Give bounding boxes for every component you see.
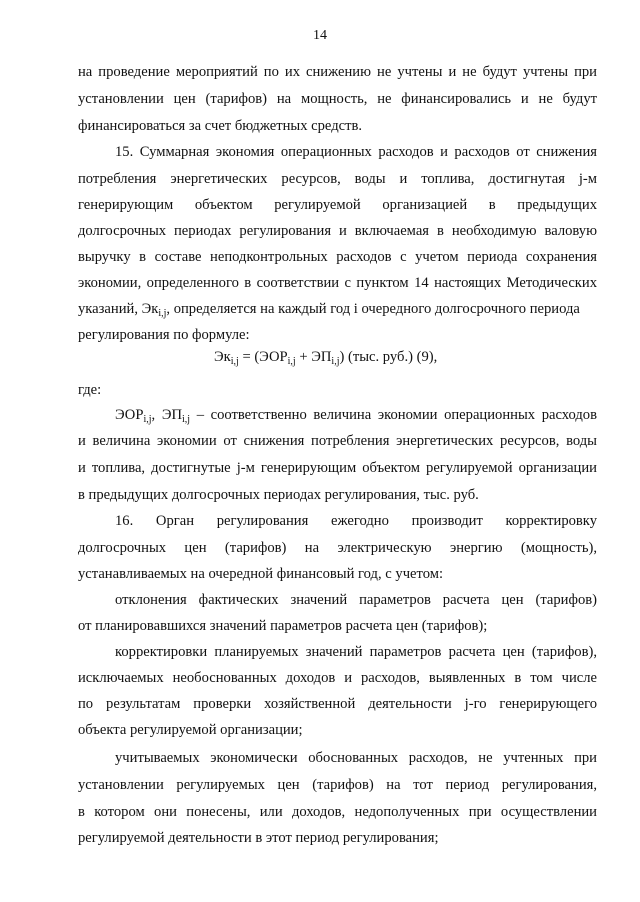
text-line: $ЭОР_{i,j}$, $ЭП_{i,j}$ – соответственно величина экономии операционных расходов bbox=[115, 407, 597, 425]
text-line: установлении регулируемых цен (тарифов) на тот период регулирования, bbox=[78, 777, 597, 793]
text-line: выручку в составе неподконтрольных расходов с учетом периода сохранения bbox=[78, 249, 597, 265]
text-line: установлении цен (тарифов) на мощность, не финансировались и не будут bbox=[78, 91, 597, 107]
text-line: корректировки планируемых значений параметров расчета цен (тарифов), bbox=[115, 644, 597, 660]
text-line: по результатам проверки хозяйственной деятельности j-го генерирующего bbox=[78, 696, 597, 712]
text-line: устанавливаемых на очередной финансовый год, с учетом: bbox=[78, 566, 444, 582]
text-line: регулирования по формуле: bbox=[78, 327, 250, 343]
text-line: генерирующим объектом регулируемой организацией в предыдущих bbox=[78, 197, 597, 213]
text-line: долгосрочных периодах регулирования и включаемая в необходимую валовую bbox=[78, 223, 597, 239]
text-line: и величина экономии от снижения потребления энергетических ресурсов, воды bbox=[78, 433, 597, 449]
where-label: где: bbox=[78, 382, 102, 398]
text-line: исключаемых необоснованных доходов и расходов, выявленных в том числе bbox=[78, 670, 597, 686]
text-line: учитываемых экономически обоснованных расходов, не учтенных при bbox=[115, 750, 597, 766]
text-line: потребления энергетических ресурсов, воды и топлива, достигнутая j-м bbox=[78, 171, 597, 187]
text-line: в предыдущих долгосрочных периодах регулирования, тыс. руб. bbox=[78, 487, 479, 503]
text-line: от планировавшихся значений параметров расчета цен (тарифов); bbox=[78, 618, 488, 634]
page-number: 14 bbox=[313, 28, 327, 43]
text-line: регулируемой деятельности в этот период регулирования; bbox=[78, 830, 439, 846]
text-line: финансироваться за счет бюджетных средств. bbox=[78, 118, 363, 134]
text-line: в котором они понесены, или доходов, недополученных при осуществлении bbox=[78, 804, 597, 820]
text-line: на проведение мероприятий по их снижению не учтены и не будут учтены при bbox=[78, 64, 597, 80]
formula-9: $Эк_{i,j} = (ЭОР_{i,j} + ЭП_{i,j})$ (тыс. руб.) (9), bbox=[214, 349, 438, 367]
text-line: объекта регулируемой организации; bbox=[78, 722, 303, 738]
text-line: и топлива, достигнутые j-м генерирующим объектом регулируемой организации bbox=[78, 460, 597, 476]
text-line: 16. Орган регулирования ежегодно производит корректировку bbox=[115, 513, 597, 529]
text-line: долгосрочных цен (тарифов) на электрическую энергию (мощность), bbox=[78, 540, 597, 556]
text-line: отклонения фактических значений параметров расчета цен (тарифов) bbox=[115, 592, 597, 608]
text-line: экономии, определенного в соответствии с пунктом 14 настоящих Методических bbox=[78, 275, 597, 291]
text-line: указаний, $Эк_{i,j}$, определяется на каждый год i очередного долгосрочного периода bbox=[78, 301, 580, 319]
text-line: 15. Суммарная экономия операционных расходов и расходов от снижения bbox=[115, 144, 597, 160]
